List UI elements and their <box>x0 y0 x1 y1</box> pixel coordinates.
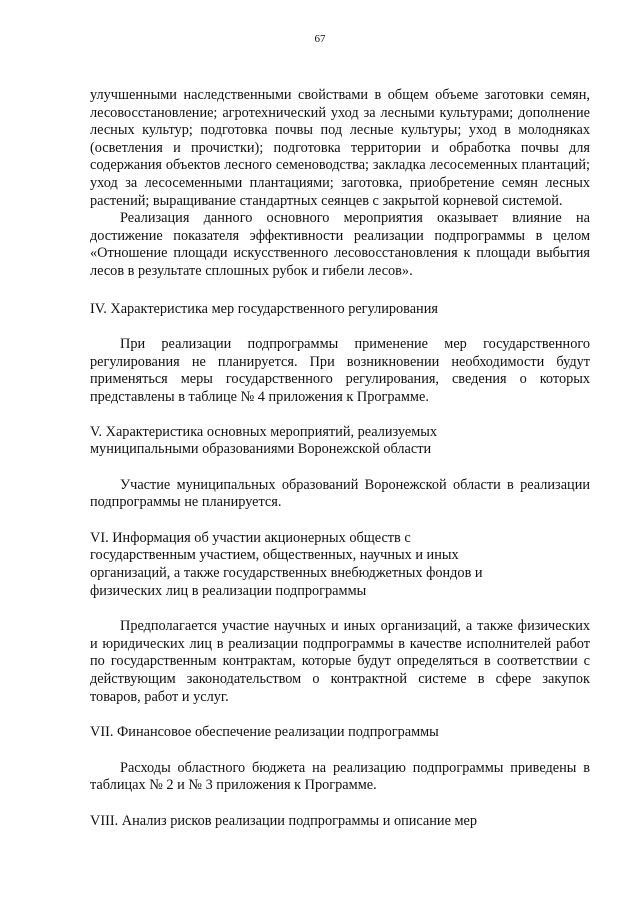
paragraph-regulation: При реализации подпрограммы применение мер государственного регулирования не планируется. При возникновении необходимости будут применяться меры государственного регулирования, сведения о которых представлены в таблице № 4 приложения к Программе. <box>90 336 590 405</box>
section-heading-vi-line4: физических лиц в реализации подпрограммы <box>90 582 367 599</box>
section-heading-vii: VII. Финансовое обеспечение реализации подпрограммы <box>90 724 439 741</box>
section-heading-vi-line3: организаций, а также государственных внебюджетных фондов и <box>90 565 483 582</box>
section-heading-iv: IV. Характеристика мер государственного регулирования <box>90 300 438 317</box>
page-number: 67 <box>314 33 326 45</box>
paragraph-finance: Расходы областного бюджета на реализацию подпрограммы приведены в таблицах № 2 и № 3 приложения к Программе. <box>90 759 590 794</box>
section-heading-viii: VIII. Анализ рисков реализации подпрограммы и описание мер <box>90 813 478 829</box>
section-heading-vi-line2: государственным участием, общественных, научных и иных <box>90 547 459 564</box>
section-heading-v-line1: V. Характеристика основных мероприятий, реализуемых <box>90 423 438 440</box>
document-body <box>90 87 590 831</box>
section-heading-v-line2: муниципальными образованиями Воронежской области <box>90 441 432 458</box>
paragraph-participation: Предполагается участие научных и иных организаций, а также физических и юридических лиц в реализации подпрограммы в качестве исполнителей работ по государственным контрактам, которые будут определяться в соответствии с действующим законодательством о контрактной системе в сфере закупок товаров, работ и услуг. <box>90 618 590 705</box>
paragraph-intro: улучшенными наследственными свойствами в общем объеме заготовки семян, лесовосстановление; агротехнический уход за лесными культурами; дополнение лесных культур; подготовка почвы под лесные культуры; уход в молодняках (осветления и прочистки); подготовка территории и обработка почвы для содержания объектов лесного семеноводства; закладка лесосеменных плантаций; уход за лесосеменными плантациями; заготовка, приобретение семян лесных растений; выращивание стандартных сеянцев с закрытой корневой системой. <box>90 87 590 209</box>
paragraph-municipal: Участие муниципальных образований Воронежской области в реализации подпрограммы не планируется. <box>90 476 590 511</box>
paragraph-impact: Реализация данного основного мероприятия оказывает влияние на достижение показателя эффективности реализации подпрограммы в целом «Отношение площади искусственного лесовосстановления к площади выбытия лесов в результате сплошных рубок и гибели лесов». <box>90 210 590 279</box>
section-heading-vi-line1: VI. Информация об участии акционерных обществ с <box>90 529 411 546</box>
